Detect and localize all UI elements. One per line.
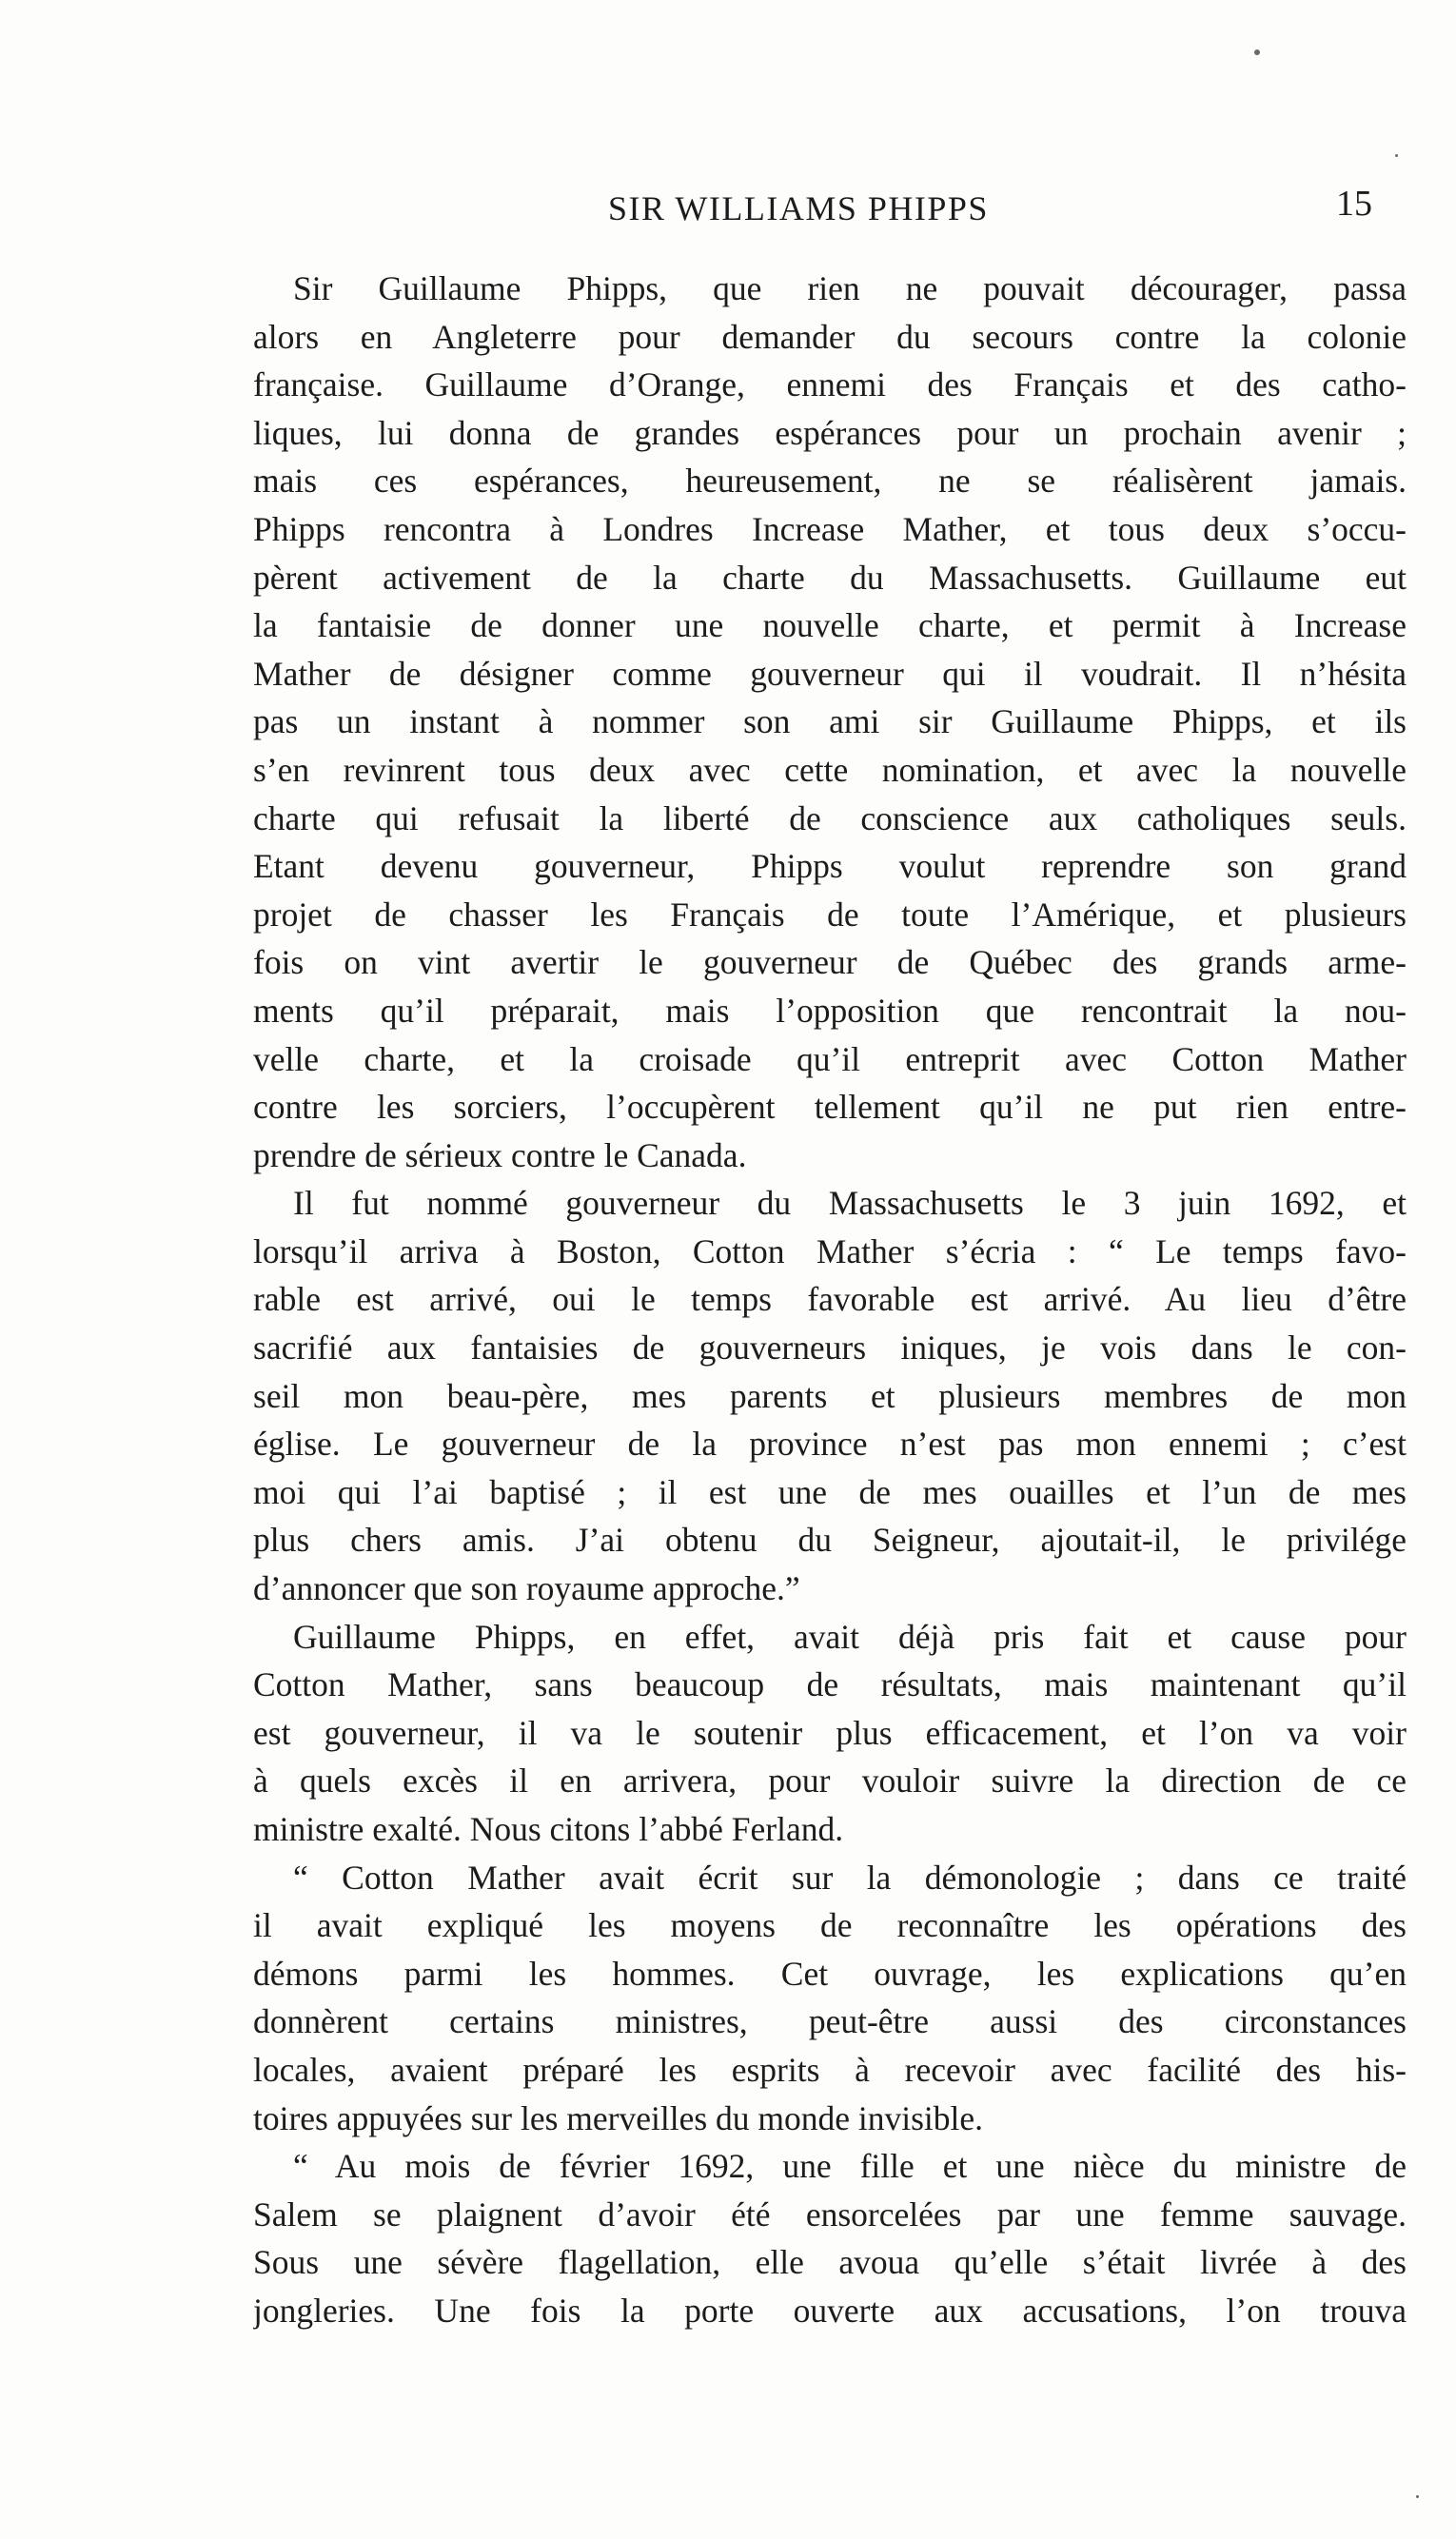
text-line: française. Guillaume d’Orange, ennemi des Français et des catho- — [253, 365, 1407, 404]
text-line: rable est arrivé, oui le temps favorable est arrivé. Au lieu d’être — [253, 1280, 1407, 1319]
scan-speck — [1395, 154, 1398, 157]
text-line: charte qui refusait la liberté de conscience aux catholiques seuls. — [253, 798, 1407, 837]
text-line: Etant devenu gouverneur, Phipps voulut reprendre son grand — [253, 847, 1407, 886]
text-line: Il fut nommé gouverneur du Massachusetts le 3 juin 1692, et — [293, 1184, 1407, 1223]
text-line: ministre exalté. Nous citons l’abbé Ferland. — [253, 1810, 844, 1848]
scan-speck — [1416, 2495, 1419, 2498]
running-header — [255, 184, 1418, 246]
text-line: prendre de sérieux contre le Canada. — [253, 1135, 747, 1174]
text-line: mais ces espérances, heureusement, ne se réalisèrent jamais. — [253, 462, 1407, 501]
text-line: pèrent activement de la charte du Massachusetts. Guillaume eut — [253, 558, 1407, 597]
running-title: SIR WILLIAMS PHIPPS — [608, 189, 989, 227]
text-line: “ Cotton Mather avait écrit sur la démonologie ; dans ce traité — [293, 1858, 1407, 1897]
text-line: sacrifié aux fantaisies de gouverneurs iniques, je vois dans le con- — [253, 1329, 1407, 1368]
text-line: s’en revinrent tous deux avec cette nomination, et avec la nouvelle — [253, 750, 1407, 789]
text-line: lorsqu’il arriva à Boston, Cotton Mather s’écria : “ Le temps favo- — [253, 1231, 1407, 1270]
text-line: donnèrent certains ministres, peut-être aussi des circonstances — [253, 2002, 1407, 2041]
text-line: pas un instant à nommer son ami sir Guillaume Phipps, et ils — [253, 702, 1407, 741]
body-text — [253, 265, 1407, 2335]
text-line: il avait expliqué les moyens de reconnaître les opérations des — [253, 1906, 1407, 1945]
text-line: Sir Guillaume Phipps, que rien ne pouvait décourager, passa — [293, 269, 1407, 307]
text-line: d’annoncer que son royaume approche.” — [253, 1569, 800, 1608]
text-line: église. Le gouverneur de la province n’est pas mon ennemi ; c’est — [253, 1425, 1407, 1464]
text-line: à quels excès il en arrivera, pour vouloir suivre la direction de ce — [253, 1762, 1407, 1801]
text-line: Guillaume Phipps, en effet, avait déjà pris fait et cause pour — [293, 1617, 1407, 1656]
text-line: locales, avaient préparé les esprits à recevoir avec facilité des his- — [253, 2050, 1407, 2089]
scan-speck — [1254, 49, 1260, 55]
text-line: fois on vint avertir le gouverneur de Québec des grands arme- — [253, 943, 1407, 982]
text-line: toires appuyées sur les merveilles du monde invisible. — [253, 2098, 984, 2137]
text-line: Salem se plaignent d’avoir été ensorcelées par une femme sauvage. — [253, 2195, 1407, 2234]
text-line: est gouverneur, il va le soutenir plus efficacement, et l’on va voir — [253, 1713, 1407, 1752]
text-line: velle charte, et la croisade qu’il entreprit avec Cotton Mather — [253, 1039, 1407, 1078]
text-line: alors en Angleterre pour demander du secours contre la colonie — [253, 317, 1407, 356]
text-line: moi qui l’ai baptisé ; il est une de mes ouailles et l’un de mes — [253, 1472, 1407, 1511]
text-line: seil mon beau-père, mes parents et plusieurs membres de mon — [253, 1376, 1407, 1415]
text-line: Sous une sévère flagellation, elle avoua qu’elle s’était livrée à des — [253, 2243, 1407, 2282]
text-line: liques, lui donna de grandes espérances pour un prochain avenir ; — [253, 413, 1407, 452]
page-number: 15 — [1336, 184, 1372, 224]
text-line: la fantaisie de donner une nouvelle charte, et permit à Increase — [253, 606, 1407, 645]
text-line: Mather de désigner comme gouverneur qui il voudrait. Il n’hésita — [253, 654, 1407, 693]
text-line: Phipps rencontra à Londres Increase Mather, et tous deux s’occu- — [253, 509, 1407, 548]
text-line: démons parmi les hommes. Cet ouvrage, les explications qu’en — [253, 1954, 1407, 1993]
text-line: projet de chasser les Français de toute l’Amérique, et plusieurs — [253, 895, 1407, 934]
text-line: Cotton Mather, sans beaucoup de résultats, mais maintenant qu’il — [253, 1665, 1407, 1704]
text-line: jongleries. Une fois la porte ouverte aux accusations, l’on trouva — [253, 2291, 1407, 2330]
text-line: contre les sorciers, l’occupèrent tellement qu’il ne put rien entre- — [253, 1088, 1407, 1127]
text-line: plus chers amis. J’ai obtenu du Seigneur, ajoutait-il, le privilége — [253, 1521, 1407, 1560]
text-line: “ Au mois de février 1692, une fille et une nièce du ministre de — [293, 2147, 1407, 2186]
text-line: ments qu’il préparait, mais l’opposition que rencontrait la nou- — [253, 991, 1407, 1030]
